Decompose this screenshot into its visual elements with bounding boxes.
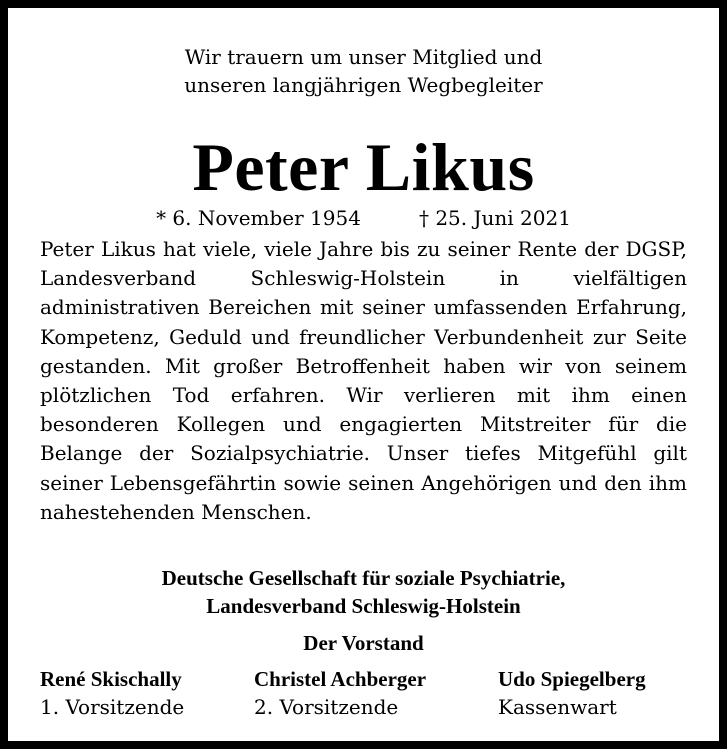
board-member: [254, 665, 426, 721]
board-member: [40, 665, 184, 721]
organization-name: Deutsche Gesellschaft für soziale Psychiatrie,: [161, 566, 566, 590]
member-role: 1. Vorsitzende: [40, 695, 185, 719]
death-date: † 25. Juni 2021: [418, 206, 571, 230]
life-dates: [8, 205, 719, 231]
member-name: René Skischally: [40, 667, 182, 691]
member-role: Kassenwart: [498, 695, 617, 719]
member-name: Christel Achberger: [254, 667, 427, 691]
tribute-text: Peter Likus hat viele, viele Jahre bis zu seiner Rente der DGSP, Landesverband Schleswig-Holstein in vielfältigen administrativen Bereichen mit seiner umfassenden Erfahrung, Kompetenz, Geduld und freundlicher Verbundenheit zur Seite gestanden. Mit großer Betroffenheit haben wir von seinem plötzlichen Tod erfahren. Wir verlieren mit ihm einen besonderen Kollegen und engagierten Mitstreiter für die Belange der Sozialpsychiatrie. Unser tiefes Mitgefühl gilt seiner Lebensgefährtin sowie seinen Angehörigen und den ihm nahestehenden Menschen.: [40, 237, 687, 524]
board-member: [498, 665, 646, 721]
board-label: Der Vorstand: [303, 631, 424, 655]
member-role: 2. Vorsitzende: [254, 695, 399, 719]
intro-line-2: unseren langjährigen Wegbegleiter: [184, 73, 543, 97]
deceased-name: Peter Likus: [192, 129, 535, 205]
intro-line-1: Wir trauern um unser Mitglied und: [184, 45, 543, 69]
birth-date: * 6. November 1954: [156, 206, 361, 230]
organization-branch: Landesverband Schleswig-Holstein: [206, 594, 521, 618]
member-name: Udo Spiegelberg: [498, 667, 646, 691]
